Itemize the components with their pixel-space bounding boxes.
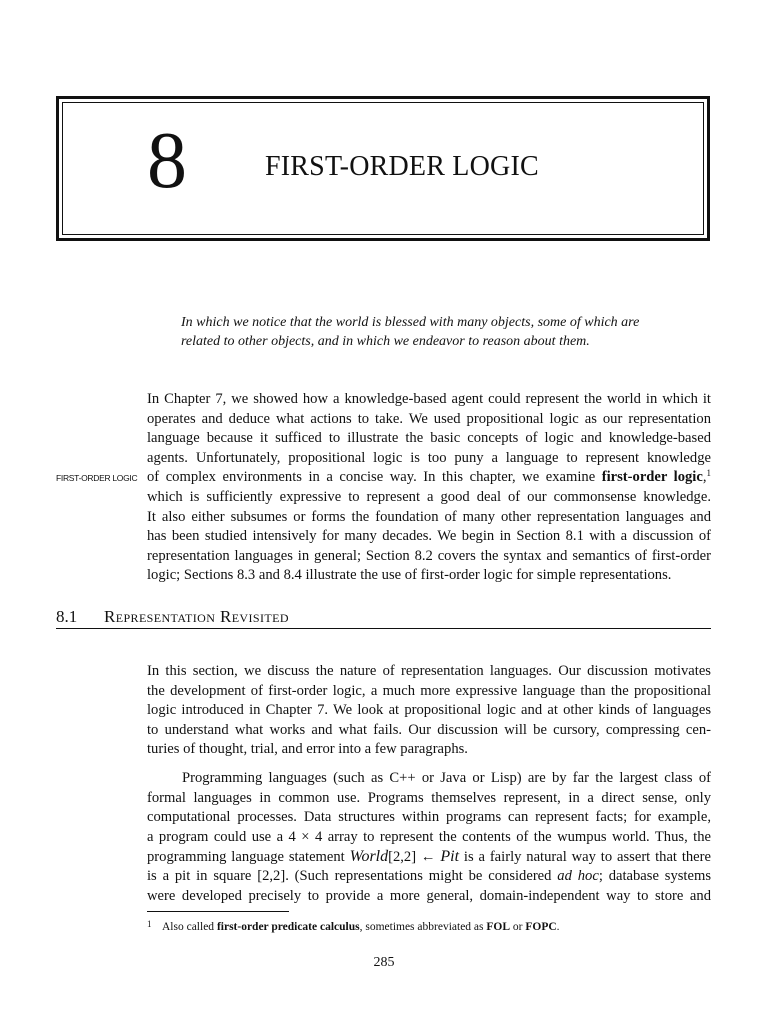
text-run: ; database systems bbox=[598, 867, 711, 884]
text-line: representation languages in general; Section 8.2 covers the syntax and semantics of first-order bbox=[147, 547, 711, 564]
text-line: to understand what works and what fails. Our discussion will be cursory, compressing cen- bbox=[147, 721, 711, 738]
page-number: 285 bbox=[373, 955, 395, 970]
text-line: a program could use a 4 × 4 array to represent the contents of the wumpus world. Thus, the bbox=[147, 828, 711, 845]
text-line: the development of first-order logic, a much more expressive language than the propositional bbox=[147, 682, 711, 699]
text-line bbox=[147, 847, 711, 867]
section-paragraph-2 bbox=[147, 769, 711, 906]
chapter-header-box bbox=[56, 96, 710, 241]
section-heading bbox=[56, 606, 711, 629]
text-run: , bbox=[702, 469, 707, 486]
math-term-pit: Pit bbox=[440, 848, 460, 866]
text-line: Programming languages (such as C++ or Java or Lisp) are by far the largest class of bbox=[182, 770, 711, 786]
text-line: agents. Unfortunately, propositional logic is too puny a language to represent knowledge bbox=[147, 449, 711, 466]
text-run: or bbox=[510, 921, 526, 933]
epigraph-line: related to other objects, and in which we endeavor to reason about them. bbox=[181, 334, 590, 349]
key-term-first-order-logic: first-order logic bbox=[601, 469, 703, 486]
footnote-bold-term: FOL bbox=[486, 921, 511, 933]
section-title: Representation Revisited bbox=[104, 607, 289, 626]
text-line: formal languages in common use. Programs themselves represent, in a direct sense, only bbox=[147, 789, 711, 806]
text-line: In Chapter 7, we showed how a knowledge-based agent could represent the world in which it bbox=[147, 391, 711, 407]
text-run: , sometimes abbreviated as bbox=[359, 921, 487, 933]
footnote-divider bbox=[147, 911, 289, 912]
text-line: were developed precisely to provide a more general, domain-independent way to store and bbox=[147, 887, 711, 904]
text-line: language because it sufficed to illustrate the basic concepts of logic and knowledge-based bbox=[147, 430, 711, 447]
text-line: logic introduced in Chapter 7. We look at propositional logic and at other kinds of languages bbox=[147, 702, 711, 719]
text-line: In this section, we discuss the nature of representation languages. Our discussion motivates bbox=[147, 663, 711, 679]
text-line: logic; Sections 8.3 and 8.4 illustrate the use of first-order logic for simple representations. bbox=[147, 567, 672, 584]
margin-note-term: FIRST-ORDER LOGIC bbox=[56, 473, 138, 483]
text-run: . bbox=[556, 921, 560, 933]
text-line: computational processes. Data structures within programs can represent facts; for example, bbox=[147, 809, 711, 826]
footnote bbox=[147, 916, 711, 935]
chapter-title: FIRST-ORDER LOGIC bbox=[265, 151, 539, 182]
chapter-epigraph bbox=[181, 313, 681, 351]
italic-term: ad hoc bbox=[557, 867, 599, 884]
epigraph-line: In which we notice that the world is blessed with many objects, some of which are bbox=[181, 315, 640, 330]
math-term-world: World bbox=[349, 848, 389, 866]
text-run: [2,2] ← bbox=[388, 849, 441, 866]
text-line: operates and deduce what actions to take. We used propositional logic as our representation bbox=[147, 410, 711, 427]
text-line: has been studied intensively for many decades. We begin in Section 8.1 with a discussion of bbox=[147, 528, 711, 545]
text-run: of complex environments in a concise way. In this chapter, we examine bbox=[147, 469, 602, 486]
text-line: which is sufficiently expressive to represent a good deal of our commonsense knowledge. bbox=[147, 488, 711, 505]
section-number: 8.1 bbox=[56, 607, 78, 626]
footnote-mark: 1 bbox=[147, 919, 152, 929]
footnote-bold-term: first-order predicate calculus bbox=[216, 921, 360, 933]
text-line: turies of thought, trial, and error into a few paragraphs. bbox=[147, 741, 468, 758]
chapter-number: 8 bbox=[147, 117, 187, 205]
footnote-reference[interactable]: 1 bbox=[706, 468, 711, 479]
text-run: is a pit in square [2,2]. (Such representations might be considered bbox=[147, 867, 558, 884]
text-line: It also either subsumes or forms the foundation of many other representation languages and bbox=[147, 508, 711, 525]
section-paragraph-1 bbox=[147, 662, 711, 760]
chapter-header-inner-frame bbox=[62, 102, 704, 235]
intro-paragraph bbox=[147, 390, 711, 586]
text-run: programming language statement bbox=[147, 849, 350, 866]
text-line bbox=[147, 468, 711, 488]
footnote-bold-term: FOPC bbox=[525, 921, 557, 933]
text-line bbox=[147, 867, 711, 887]
text-run: Also called bbox=[162, 921, 217, 933]
text-run: is a fairly natural way to assert that there bbox=[459, 849, 711, 866]
